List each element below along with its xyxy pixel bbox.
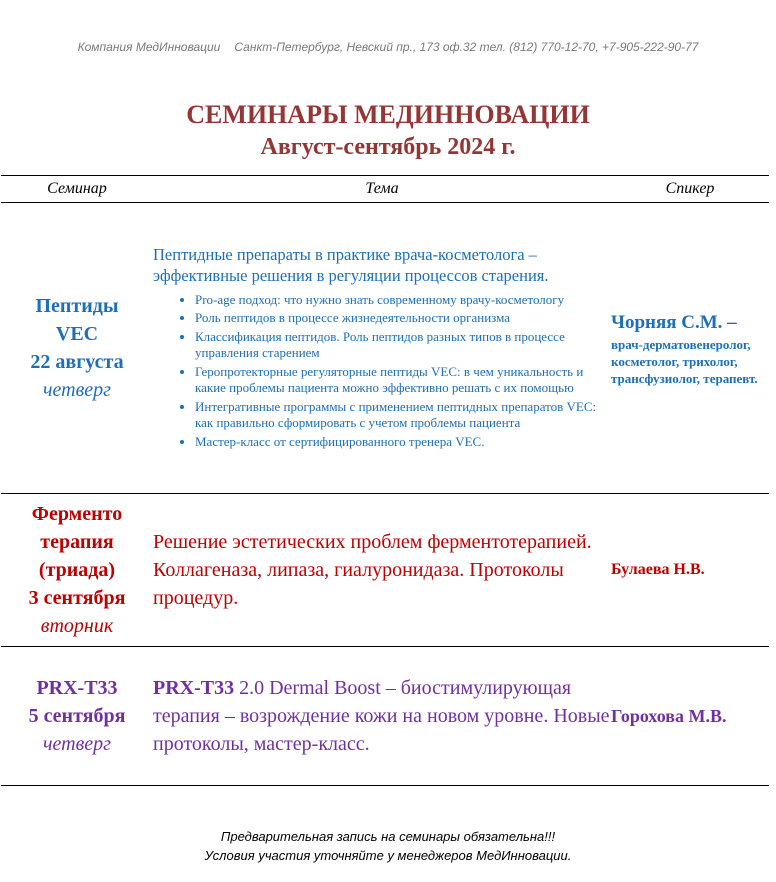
seminar-date: 3 сентября [28,587,126,609]
topic-description: 2.0 Dermal Boost – биостимулирующая терапия – возрождение кожи на новом уровне. Новые протоколы, мастер-класс. [153,677,610,755]
seminar-cell [1,203,153,494]
seminar-title: Пептиды [35,295,119,317]
speaker-name: Булаева Н.В. [611,561,705,578]
topic-cell [153,203,611,494]
topic-bullet: • Мастер-класс от сертифицированного тренера VEC. [195,434,611,451]
seminar-date: 5 сентября [28,705,126,727]
topic-bullet: • Геропротекторные регуляторные пептиды VEC: в чем уникальность и какие проблемы пациента можно эффективно решать с их помощью [195,364,611,397]
seminar-cell [1,494,153,647]
company-contacts: Санкт-Петербург, Невский пр., 173 оф.32 тел. (812) 770-12-70, +7-905-222-90-77 [234,40,699,54]
seminar-title: терапия [40,531,114,553]
table-row [1,203,769,494]
table-row [1,647,769,786]
seminar-title: VEC [55,323,99,345]
topic-bullet: • Интегративные программы с применением пептидных препаратов VEC: как правильно сформировать с учетом проблемы пациента [195,399,611,432]
footer-line: Предварительная запись на семинары обязательна!!! [220,829,556,844]
topic-text: Решение эстетических проблем ферментотерапией. Коллагеназа, липаза, гиалуронидаза. Протоколы процедур. [153,531,592,609]
topic-bullet: • Классификация пептидов. Роль пептидов разных типов в процессе управления старением [195,329,611,362]
page-title: СЕМИНАРЫ МЕДИННОВАЦИИ [186,100,590,129]
seminar-weekday: вторник [40,615,114,637]
speaker-cell [611,647,769,786]
table-row [1,494,769,647]
table-header-row [1,176,769,203]
seminar-table [1,175,769,786]
seminar-weekday: четверг [43,733,111,755]
topic-cell [153,647,611,786]
topic-bullet-list [153,292,611,451]
topic-text [153,674,611,758]
seminar-cell [1,647,153,786]
seminar-weekday: четверг [43,379,111,401]
seminar-date: 22 августа [30,351,124,373]
speaker-roles: врач-дерматовенеролог, косметолог, трихолог, трансфузиолог, терапевт. [611,336,758,386]
seminar-title: Ферменто [31,503,123,525]
speaker-name: Горохова М.В. [611,705,727,726]
seminar-title: (триада) [38,559,116,581]
company-name: Компания МедИнновации [77,40,221,54]
topic-bullet: • Pro-age подход: что нужно знать современному врачу-косметологу [195,292,611,309]
seminar-title: PRX-T33 [36,677,118,699]
footer-note [0,827,776,865]
topic-lead: Пептидные препараты в практике врача-косметолога – эффективные решения в регуляции процессов старения. [153,244,549,285]
page-subtitle: Август-сентябрь 2024 г. [260,134,516,160]
header-line [0,40,776,54]
speaker-cell [611,203,769,494]
column-header-topic: Тема [153,176,611,203]
column-header-speaker: Спикер [611,176,769,203]
speaker-name: Чорняя С.М. – [611,311,737,333]
topic-bullet: • Роль пептидов в процессе жизнедеятельности организма [195,310,611,327]
footer-line: Условия участия уточняйте у менеджеров МедИнновации. [204,848,572,863]
topic-product-name: PRX-T33 [153,677,235,699]
speaker-cell [611,494,769,647]
topic-cell [153,494,611,647]
column-header-seminar: Семинар [1,176,153,203]
